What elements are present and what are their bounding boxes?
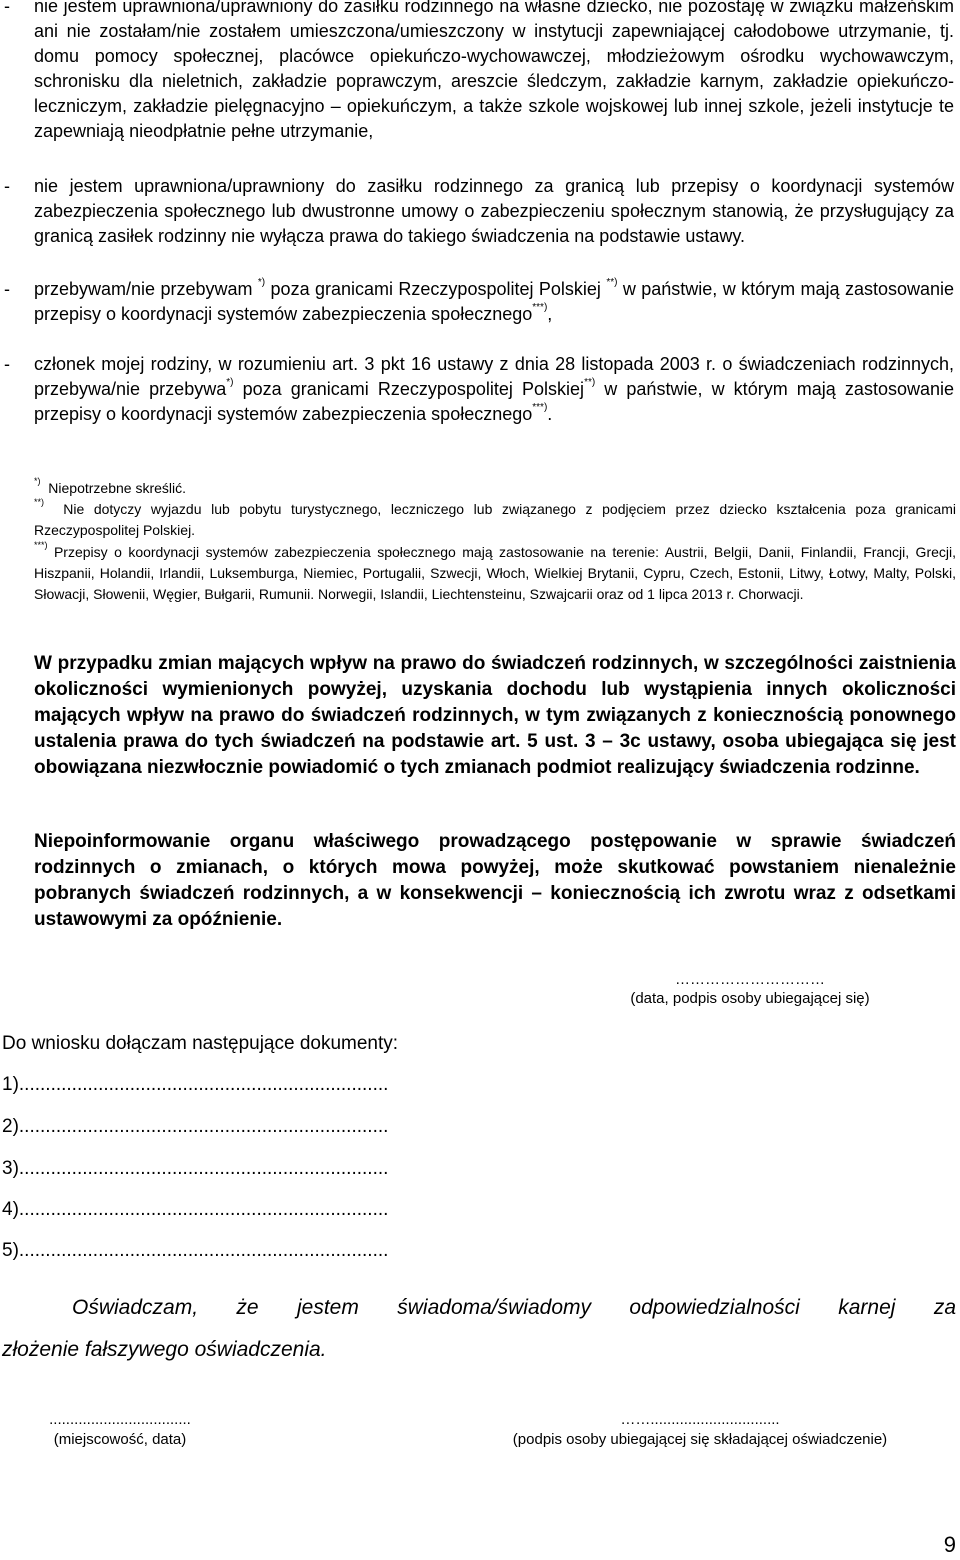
applicant-signature-caption: (data, podpis osoby ubiegającej się) [630, 990, 870, 1007]
page-number: 9 [943, 1532, 956, 1557]
place-date-caption: (miejscowość, data) [53, 1431, 187, 1448]
attachment-line: 3)...................................................................... [2, 1158, 389, 1179]
declaration-text: przebywam/nie przebywam *) poza granicami Rzeczypospolitej Polskiej **) w państwie, w którym mają zastosowanie przepisy o koordynacji systemów zabezpieczenia społecznego***), [34, 277, 955, 324]
declaration-text: członek mojej rodziny, w rozumieniu art. 3 pkt 16 ustawy z dnia 28 listopada 2003 r. o świadczeniach rodzinnych, przebywa/nie przebywa*) poza granicami Rzeczypospolitej Polskiej**) w państwie, w którym mają zastosowanie przepisy o koordynacji systemów zabezpieczenia społecznego***). [34, 354, 954, 424]
footnote: ***) Przepisy o koordynacji systemów zabezpieczenia społecznego mają zastosowanie na terenie: Austrii, Belgii, Danii, Finlandii, Francji, Grecji, Hiszpanii, Holandii, Irlandii, Luksemburga, Niemiec, Portugalii, Szwecji, Włoch, Wielkiej Brytanii, Cypru, Czech, Estonii, Litwy, Łotwy, Malty, Polski, Słowacji, Słowenii, Węgier, Bułgarii, Rumunii. Norwegii, Islandii, Liechtensteinu, Szwajcarii oraz od 1 lipca 2013 r. Chorwacji. [34, 540, 956, 602]
attachment-line: 5)...................................................................... [2, 1240, 389, 1261]
final-signature-caption: (podpis osoby ubiegającej się składającej oświadczenie) [512, 1431, 888, 1448]
notice-paragraph: W przypadku zmian mających wpływ na prawo do świadczeń rodzinnych, w szczególności zaistnienia okoliczności wymienionych powyżej, uzyskania dochodu lub wystąpienia innych okoliczności mających wpływ na prawo do świadczeń rodzinnych, w tym związanych z koniecznością ponownego ustalenia prawa do tych świadczeń na podstawie art. 5 ust. 3 – 3c ustawy, osoba ubiegająca się jest obowiązana niezwłocznie powiadomić o tych zmianach podmiot realizujący świadczenia rodzinne. [34, 653, 956, 778]
declaration-text: nie jestem uprawniona/uprawniony do zasiłku rodzinnego za granicą lub przepisy o koordynacji systemów zabezpieczenia społecznego lub dwustronne umowy o zabezpieczeniu społecznym stanowią, że przysługujący za granicą zasiłek rodzinny nie wyłącza prawa do takiego świadczenia na podstawie ustawy. [34, 176, 954, 246]
list-dash: - [4, 354, 10, 374]
declaration-text: nie jestem uprawniona/uprawniony do zasiłku rodzinnego na własne dziecko, nie pozostaję w związku małżeńskim ani nie zostałam/nie zostałem umieszczona/umieszczony w instytucji zapewniającej całodobowe utrzymanie, tj. domu pomocy społecznej, placówce opiekuńczo-wychowawczej, młodzieżowym ośrodku wychowawczym, schronisku dla nieletnich, zakładzie poprawczym, areszcie śledczym, zakładzie karnym, zakładzie opiekuńczo-leczniczym, zakładzie pielęgnacyjno – opiekuńczym, a także szkole wojskowej lub innej szkole, jeżeli instytucje te zapewniają nieodpłatnie pełne utrzymanie, [34, 0, 954, 141]
attachment-line: 2)...................................................................... [2, 1116, 389, 1137]
footnote: **) Nie dotyczy wyjazdu lub pobytu turystycznego, leczniczego lub związanego z podjęciem przez dziecko kształcenia poza granicami Rzeczypospolitej Polskiej. [34, 497, 956, 538]
attachment-line: 4)...................................................................... [2, 1199, 389, 1220]
attachments-label: Do wniosku dołączam następujące dokumenty: [2, 1033, 399, 1054]
list-dash: - [4, 176, 10, 196]
attachment-line: 1)...................................................................... [2, 1074, 389, 1095]
warning-paragraph: Niepoinformowanie organu właściwego prowadzącego postępowanie w sprawie świadczeń rodzinnych o zmianach, o których mowa powyżej, może skutkować powstaniem nienależnie pobranych świadczeń rodzinnych, a w konsekwencji – koniecznością ich zwrotu wraz z odsetkami ustawowymi za opóźnienie. [34, 831, 956, 930]
final-signature-dots: ……............................... [620, 1411, 780, 1428]
list-dash: - [4, 0, 10, 16]
oath-line-1: Oświadczam, że jestem świadoma/świadomy odpowiedzialności karnej za [72, 1296, 956, 1319]
place-date-dots: .................................. [49, 1411, 191, 1428]
footnote: *) Niepotrzebne skreślić. [34, 476, 187, 496]
applicant-signature-dots: ………………………… [675, 971, 825, 988]
oath-line-2: złożenie fałszywego oświadczenia. [2, 1338, 327, 1361]
list-dash: - [4, 279, 10, 299]
